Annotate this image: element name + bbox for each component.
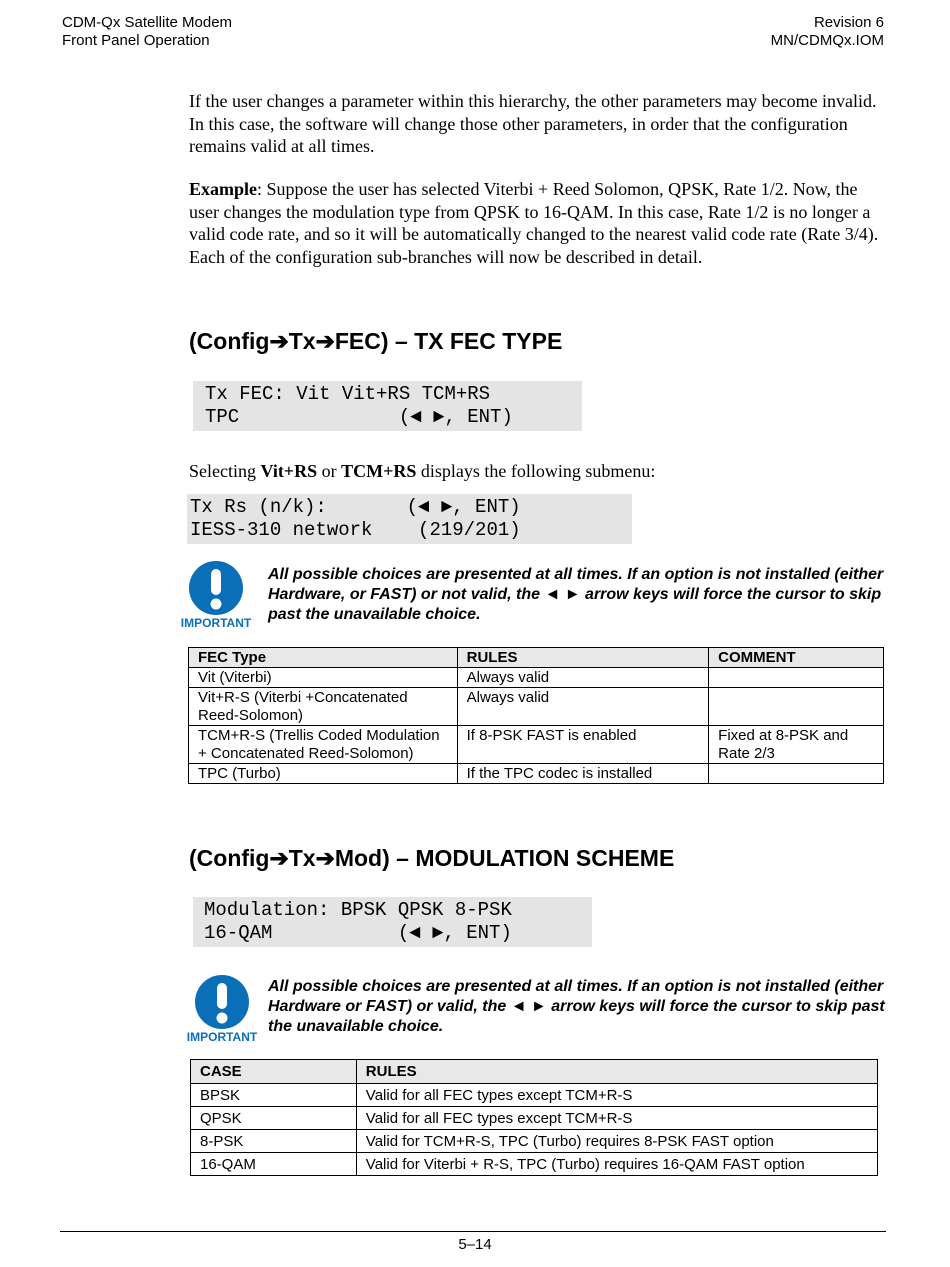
table-cell: Always valid [457, 688, 709, 726]
table-row [191, 1084, 878, 1107]
chapter-title: Front Panel Operation [62, 32, 210, 49]
exclamation-icon [186, 974, 260, 1046]
important-note-text: All possible choices are presented at all times. If an option is not installed (either Hardware or FAST) or valid, the ◄ ► arrow keys will force the cursor to skip past the unavailable choice. [268, 978, 885, 1035]
column-header: CASE [191, 1060, 357, 1084]
table-row [189, 726, 884, 764]
table-cell: TPC (Turbo) [189, 764, 458, 784]
table-cell [709, 668, 884, 688]
important-note-icon [186, 974, 260, 1051]
table-row [189, 688, 884, 726]
table-cell: Valid for all FEC types except TCM+R-S [356, 1084, 877, 1107]
table-cell: Vit+R-S (Viterbi +Concatenated Reed-Solomon) [189, 688, 458, 726]
column-header: FEC Type [189, 648, 458, 668]
table-cell: TCM+R-S (Trellis Coded Modulation + Concatenated Reed-Solomon) [189, 726, 458, 764]
option-vit-rs: Vit+RS [260, 461, 318, 481]
important-note-text: All possible choices are presented at all times. If an option is not installed (either Hardware, or FAST) or not valid, the ◄ ► arrow keys will force the cursor to skip past the unavailable choice. [268, 566, 884, 623]
table-cell: 8-PSK [191, 1130, 357, 1153]
table-cell: Fixed at 8-PSK and Rate 2/3 [709, 726, 884, 764]
table-row [191, 1130, 878, 1153]
table-row [189, 668, 884, 688]
column-header: COMMENT [709, 648, 884, 668]
submenu-intro-text: or [317, 461, 342, 481]
option-tcm-rs: TCM+RS [341, 461, 417, 481]
important-note-icon [180, 560, 254, 637]
table-row [189, 764, 884, 784]
lcd-line-1: Tx FEC: Vit Vit+RS TCM+RS [205, 383, 491, 405]
revision-label: Revision 6 [813, 14, 884, 31]
lcd-line-2: 16-QAM (◄ ►, ENT) [204, 922, 512, 944]
manual-title: CDM-Qx Satellite Modem [62, 14, 233, 31]
table-cell: Valid for Viterbi + R-S, TPC (Turbo) requires 16-QAM FAST option [356, 1153, 877, 1176]
exclamation-icon [180, 560, 254, 632]
submenu-intro-text: displays the following submenu: [416, 461, 656, 481]
lcd-display-modulation [193, 897, 592, 947]
table-cell: QPSK [191, 1107, 357, 1130]
table-cell: Valid for TCM+R-S, TPC (Turbo) requires 8-PSK FAST option [356, 1130, 877, 1153]
page-header-left [62, 14, 232, 50]
table-cell: Always valid [457, 668, 709, 688]
table-cell [709, 688, 884, 726]
fec-type-table [188, 647, 884, 784]
intro-paragraph: If the user changes a parameter within this hierarchy, the other parameters may become invalid. In this case, the software will change those other parameters, in order that the configuration remains valid at all times. [189, 91, 877, 156]
lcd-line-1: Modulation: BPSK QPSK 8-PSK [204, 899, 512, 921]
page-number: 5–14 [458, 1236, 492, 1253]
table-row [191, 1107, 878, 1130]
important-label: IMPORTANT [180, 616, 252, 630]
submenu-intro-text: Selecting [189, 461, 261, 481]
lcd-line-1: Tx Rs (n/k): (◄ ►, ENT) [190, 496, 521, 518]
column-header: RULES [356, 1060, 877, 1084]
table-cell: If 8-PSK FAST is enabled [457, 726, 709, 764]
table-row [191, 1153, 878, 1176]
example-text: : Suppose the user has selected Viterbi + Reed Solomon, QPSK, Rate 1/2. Now, the user changes the modulation type from QPSK to 16-QAM. In this case, Rate 1/2 is no longer a valid code rate, and so it will be automatically changed to the nearest valid code rate (Rate 3/4). Each of the configuration sub-branches will now be described in detail. [189, 179, 879, 267]
column-header: RULES [457, 648, 709, 668]
modulation-scheme-table [190, 1059, 878, 1176]
table-cell: If the TPC codec is installed [457, 764, 709, 784]
page-header-right [771, 14, 884, 50]
submenu-intro [189, 460, 879, 483]
table-cell: Valid for all FEC types except TCM+R-S [356, 1107, 877, 1130]
document-number: MN/CDMQx.IOM [770, 32, 884, 49]
section-heading-modulation: (Config➔Tx➔Mod) – MODULATION SCHEME [189, 845, 675, 871]
table-header-row [189, 648, 884, 668]
table-header-row [191, 1060, 878, 1084]
footer-divider [60, 1231, 886, 1232]
example-paragraph [189, 178, 879, 268]
example-label: Example [189, 179, 258, 199]
table-cell [709, 764, 884, 784]
lcd-line-2: TPC (◄ ►, ENT) [205, 406, 513, 428]
important-label: IMPORTANT [186, 1030, 258, 1044]
lcd-line-2: IESS-310 network (219/201) [190, 519, 521, 541]
lcd-display-fec [193, 381, 582, 431]
table-cell: Vit (Viterbi) [189, 668, 458, 688]
table-cell: 16-QAM [191, 1153, 357, 1176]
table-cell: BPSK [191, 1084, 357, 1107]
section-heading-fec: (Config➔Tx➔FEC) – TX FEC TYPE [189, 328, 563, 354]
lcd-display-rs-submenu [187, 494, 632, 544]
